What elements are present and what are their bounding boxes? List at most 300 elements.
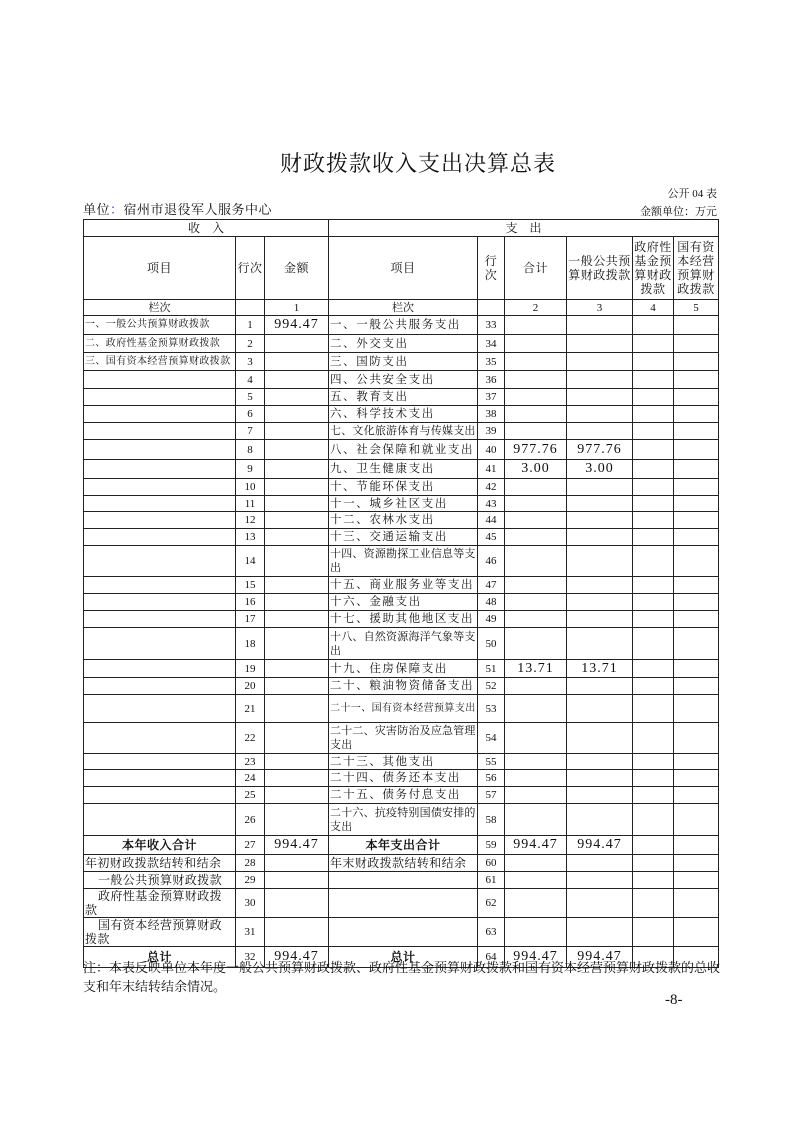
expense-total-cell — [505, 406, 567, 423]
expense-line-number-cell: 49 — [478, 611, 505, 628]
expense-line-number-cell: 53 — [478, 695, 505, 723]
expense-item-cell: 三、国防支出 — [329, 353, 478, 371]
income-item-cell: 年初财政拨款结转和结余 — [84, 855, 236, 872]
table-row — [84, 872, 719, 889]
table-row — [84, 723, 719, 754]
income-item-cell — [84, 723, 236, 754]
income-item-cell — [84, 423, 236, 440]
income-line-number-cell: 9 — [236, 460, 265, 479]
expense-item-cell: 二十三、其他支出 — [329, 754, 478, 770]
income-item-cell: 二、政府性基金预算财政拨款 — [84, 335, 236, 353]
table-row — [84, 353, 719, 371]
gov-fund-amount-cell — [633, 335, 674, 353]
table-row — [84, 836, 719, 855]
general-budget-amount-cell: 3.00 — [567, 460, 633, 479]
index-expense-total: 2 — [505, 300, 567, 316]
expense-total-cell — [505, 371, 567, 389]
income-line-number-cell: 12 — [236, 512, 265, 529]
index-income-line — [236, 300, 265, 316]
income-amount-cell — [265, 770, 329, 787]
income-item-cell — [84, 695, 236, 723]
expense-total-cell — [505, 479, 567, 496]
income-line-number-cell: 5 — [236, 389, 265, 406]
general-budget-amount-cell — [567, 316, 633, 335]
expense-item-cell: 十九、住房保障支出 — [329, 660, 478, 678]
income-line-number-cell: 23 — [236, 754, 265, 770]
unit-name: 宿州市退役军人服务中心 — [123, 202, 273, 217]
income-amount-cell — [265, 855, 329, 872]
state-capital-amount-cell — [674, 460, 719, 479]
header-income-item: 项目 — [84, 237, 236, 300]
table-row — [84, 611, 719, 628]
expense-total-cell — [505, 611, 567, 628]
state-capital-amount-cell — [674, 371, 719, 389]
general-budget-amount-cell — [567, 787, 633, 804]
expense-line-number-cell: 43 — [478, 496, 505, 512]
income-amount-cell — [265, 611, 329, 628]
expense-total-cell — [505, 872, 567, 889]
table-row — [84, 889, 719, 918]
expense-line-number-cell: 42 — [478, 479, 505, 496]
general-budget-amount-cell — [567, 529, 633, 546]
header-income-amount: 金额 — [265, 237, 329, 300]
state-capital-amount-cell — [674, 723, 719, 754]
gov-fund-amount-cell — [633, 479, 674, 496]
gov-fund-amount-cell — [633, 695, 674, 723]
page-title: 财政拨款收入支出决算总表 — [279, 152, 556, 177]
expense-total-cell — [505, 754, 567, 770]
state-capital-amount-cell — [674, 479, 719, 496]
income-line-number-cell: 13 — [236, 529, 265, 546]
general-budget-amount-cell — [567, 678, 633, 695]
expense-line-number-cell: 34 — [478, 335, 505, 353]
form-code: 公开 04 表 — [667, 188, 717, 200]
income-amount-cell — [265, 889, 329, 918]
table-row — [84, 335, 719, 353]
state-capital-amount-cell — [674, 512, 719, 529]
table-row — [84, 460, 719, 479]
expense-line-number-cell: 50 — [478, 628, 505, 660]
gov-fund-amount-cell — [633, 754, 674, 770]
expense-total-cell — [505, 723, 567, 754]
general-budget-amount-cell — [567, 723, 633, 754]
state-capital-amount-cell — [674, 406, 719, 423]
table-row — [84, 316, 719, 335]
expense-item-cell: 五、教育支出 — [329, 389, 478, 406]
general-budget-amount-cell: 13.71 — [567, 660, 633, 678]
income-item-cell — [84, 611, 236, 628]
gov-fund-amount-cell — [633, 804, 674, 836]
income-item-cell — [84, 440, 236, 460]
income-amount-cell — [265, 460, 329, 479]
expense-total-cell: 977.76 — [505, 440, 567, 460]
budget-summary-table — [83, 219, 719, 968]
table-row — [84, 804, 719, 836]
expense-total-cell — [505, 512, 567, 529]
table-row — [84, 594, 719, 611]
income-amount-cell — [265, 406, 329, 423]
income-item-cell — [84, 529, 236, 546]
income-line-number-cell: 22 — [236, 723, 265, 754]
gov-fund-amount-cell — [633, 855, 674, 872]
gov-fund-amount-cell — [633, 918, 674, 947]
expense-item-cell: 二十五、债务付息支出 — [329, 787, 478, 804]
expense-total-cell — [505, 770, 567, 787]
income-line-number-cell: 8 — [236, 440, 265, 460]
general-budget-amount-cell — [567, 353, 633, 371]
income-line-number-cell: 28 — [236, 855, 265, 872]
income-amount-cell — [265, 594, 329, 611]
income-amount-cell — [265, 787, 329, 804]
income-item-cell — [84, 628, 236, 660]
expense-line-number-cell: 60 — [478, 855, 505, 872]
group-header-row — [84, 220, 719, 237]
table-row — [84, 389, 719, 406]
table-row — [84, 754, 719, 770]
income-amount-cell — [265, 678, 329, 695]
state-capital-amount-cell — [674, 335, 719, 353]
table-row — [84, 440, 719, 460]
expense-line-number-cell: 54 — [478, 723, 505, 754]
gov-fund-amount-cell — [633, 787, 674, 804]
expense-total-cell — [505, 546, 567, 577]
expense-total-cell — [505, 353, 567, 371]
expense-line-number-cell: 62 — [478, 889, 505, 918]
income-item-cell — [84, 754, 236, 770]
general-budget-amount-cell — [567, 512, 633, 529]
state-capital-amount-cell — [674, 754, 719, 770]
income-line-number-cell: 18 — [236, 628, 265, 660]
expense-item-cell: 十七、援助其他地区支出 — [329, 611, 478, 628]
header-gov-fund: 政府性基金预算财政拨款 — [633, 237, 674, 300]
expense-item-cell: 八、社会保障和就业支出 — [329, 440, 478, 460]
table-row — [84, 512, 719, 529]
general-budget-amount-cell: 994.47 — [567, 836, 633, 855]
state-capital-amount-cell — [674, 611, 719, 628]
income-item-cell — [84, 594, 236, 611]
index-expense-line — [478, 300, 505, 316]
expense-item-cell: 十八、自然资源海洋气象等支出 — [329, 628, 478, 660]
general-budget-amount-cell: 994.47 — [567, 947, 633, 968]
general-budget-amount-cell — [567, 496, 633, 512]
expense-line-number-cell: 35 — [478, 353, 505, 371]
gov-fund-amount-cell — [633, 577, 674, 594]
state-capital-amount-cell — [674, 594, 719, 611]
gov-fund-amount-cell — [633, 389, 674, 406]
expense-line-number-cell: 45 — [478, 529, 505, 546]
general-budget-amount-cell — [567, 423, 633, 440]
state-capital-amount-cell — [674, 423, 719, 440]
expense-line-number-cell: 46 — [478, 546, 505, 577]
expense-total-cell: 13.71 — [505, 660, 567, 678]
income-item-cell: 三、国有资本经营预算财政拨款 — [84, 353, 236, 371]
expense-total-cell — [505, 804, 567, 836]
general-budget-amount-cell — [567, 594, 633, 611]
state-capital-amount-cell — [674, 529, 719, 546]
general-budget-amount-cell — [567, 335, 633, 353]
income-item-cell: 一般公共预算财政拨款 — [84, 872, 236, 889]
expense-total-cell — [505, 695, 567, 723]
general-budget-amount-cell — [567, 770, 633, 787]
income-item-cell — [84, 406, 236, 423]
general-budget-amount-cell — [567, 804, 633, 836]
state-capital-amount-cell — [674, 804, 719, 836]
table-row — [84, 529, 719, 546]
gov-fund-amount-cell — [633, 889, 674, 918]
income-line-number-cell: 24 — [236, 770, 265, 787]
index-gov-fund: 4 — [633, 300, 674, 316]
table-row — [84, 787, 719, 804]
index-income-amount: 1 — [265, 300, 329, 316]
general-budget-amount-cell — [567, 754, 633, 770]
expense-line-number-cell: 33 — [478, 316, 505, 335]
expense-total-cell — [505, 529, 567, 546]
income-amount-cell — [265, 440, 329, 460]
gov-fund-amount-cell — [633, 678, 674, 695]
general-budget-amount-cell — [567, 371, 633, 389]
state-capital-amount-cell — [674, 855, 719, 872]
table-row — [84, 371, 719, 389]
table-row — [84, 770, 719, 787]
state-capital-amount-cell — [674, 440, 719, 460]
income-amount-cell — [265, 804, 329, 836]
income-line-number-cell: 4 — [236, 371, 265, 389]
expense-item-cell: 二十、粮油物资储备支出 — [329, 678, 478, 695]
expense-item-cell — [329, 872, 478, 889]
expense-line-number-cell: 56 — [478, 770, 505, 787]
income-amount-cell — [265, 479, 329, 496]
income-line-number-cell: 30 — [236, 889, 265, 918]
expense-line-number-cell: 58 — [478, 804, 505, 836]
expense-total-cell — [505, 389, 567, 406]
income-amount-cell — [265, 353, 329, 371]
income-amount-cell — [265, 918, 329, 947]
income-line-number-cell: 26 — [236, 804, 265, 836]
income-item-cell — [84, 577, 236, 594]
income-line-number-cell: 2 — [236, 335, 265, 353]
expense-item-cell: 十四、资源勘探工业信息等支出 — [329, 546, 478, 577]
page-number: -8- — [665, 992, 683, 1008]
income-item-cell — [84, 460, 236, 479]
table-row — [84, 496, 719, 512]
state-capital-amount-cell — [674, 353, 719, 371]
table-row — [84, 406, 719, 423]
state-capital-amount-cell — [674, 872, 719, 889]
expense-line-number-cell: 61 — [478, 872, 505, 889]
income-item-cell: 本年收入合计 — [84, 836, 236, 855]
expense-total-cell: 3.00 — [505, 460, 567, 479]
table-row — [84, 546, 719, 577]
expense-total-cell — [505, 496, 567, 512]
expense-total-cell — [505, 594, 567, 611]
income-amount-cell — [265, 529, 329, 546]
general-budget-amount-cell — [567, 479, 633, 496]
expense-line-number-cell: 44 — [478, 512, 505, 529]
gov-fund-amount-cell — [633, 460, 674, 479]
income-amount-cell — [265, 389, 329, 406]
expense-line-number-cell: 36 — [478, 371, 505, 389]
income-item-cell — [84, 660, 236, 678]
income-item-cell — [84, 804, 236, 836]
expense-total-cell — [505, 787, 567, 804]
unit-colon: ： — [110, 202, 124, 217]
state-capital-amount-cell — [674, 770, 719, 787]
expense-item-cell: 十一、城乡社区支出 — [329, 496, 478, 512]
index-general-budget: 3 — [567, 300, 633, 316]
state-capital-amount-cell — [674, 678, 719, 695]
header-expense-line: 行次 — [478, 237, 505, 300]
general-budget-amount-cell — [567, 889, 633, 918]
gov-fund-amount-cell — [633, 723, 674, 754]
gov-fund-amount-cell — [633, 872, 674, 889]
income-line-number-cell: 31 — [236, 918, 265, 947]
income-amount-cell — [265, 577, 329, 594]
table-body — [84, 316, 719, 968]
gov-fund-amount-cell — [633, 440, 674, 460]
income-item-cell: 国有资本经营预算财政拨款 — [84, 918, 236, 947]
expense-total-cell — [505, 423, 567, 440]
table-row — [84, 855, 719, 872]
income-amount-cell — [265, 496, 329, 512]
expense-item-cell: 十五、商业服务业等支出 — [329, 577, 478, 594]
table-row — [84, 918, 719, 947]
table-row — [84, 577, 719, 594]
expense-line-number-cell: 38 — [478, 406, 505, 423]
expense-line-number-cell: 51 — [478, 660, 505, 678]
gov-fund-amount-cell — [633, 628, 674, 660]
expense-total-cell — [505, 628, 567, 660]
expense-line-number-cell: 39 — [478, 423, 505, 440]
income-line-number-cell: 14 — [236, 546, 265, 577]
table-row — [84, 695, 719, 723]
expense-line-number-cell: 41 — [478, 460, 505, 479]
index-state-capital: 5 — [674, 300, 719, 316]
income-line-number-cell: 29 — [236, 872, 265, 889]
income-item-cell — [84, 787, 236, 804]
income-amount-cell — [265, 695, 329, 723]
general-budget-amount-cell — [567, 611, 633, 628]
income-amount-cell — [265, 335, 329, 353]
state-capital-amount-cell — [674, 836, 719, 855]
income-line-number-cell: 16 — [236, 594, 265, 611]
state-capital-amount-cell — [674, 577, 719, 594]
expense-line-number-cell: 37 — [478, 389, 505, 406]
income-item-cell — [84, 678, 236, 695]
expense-total-cell — [505, 918, 567, 947]
table-row — [84, 628, 719, 660]
income-item-cell — [84, 512, 236, 529]
expense-item-cell — [329, 889, 478, 918]
expense-item-cell: 九、卫生健康支出 — [329, 460, 478, 479]
gov-fund-amount-cell — [633, 353, 674, 371]
state-capital-amount-cell — [674, 787, 719, 804]
state-capital-amount-cell — [674, 889, 719, 918]
expense-total-cell — [505, 889, 567, 918]
expense-total-cell — [505, 577, 567, 594]
expense-total-cell — [505, 678, 567, 695]
unit-label: 单位 — [83, 202, 111, 217]
state-capital-amount-cell — [674, 496, 719, 512]
expense-total-cell — [505, 855, 567, 872]
state-capital-amount-cell — [674, 628, 719, 660]
gov-fund-amount-cell — [633, 496, 674, 512]
general-budget-amount-cell — [567, 546, 633, 577]
expense-total-cell: 994.47 — [505, 836, 567, 855]
income-line-number-cell: 27 — [236, 836, 265, 855]
expense-line-number-cell: 57 — [478, 787, 505, 804]
income-line-number-cell: 1 — [236, 316, 265, 335]
income-amount-cell — [265, 371, 329, 389]
gov-fund-amount-cell — [633, 836, 674, 855]
expense-line-number-cell: 55 — [478, 754, 505, 770]
expense-item-cell: 十、节能环保支出 — [329, 479, 478, 496]
income-amount-cell: 994.47 — [265, 836, 329, 855]
income-item-cell — [84, 371, 236, 389]
expense-item-cell: 二十一、国有资本经营预算支出 — [329, 695, 478, 723]
expense-line-number-cell: 63 — [478, 918, 505, 947]
income-line-number-cell: 21 — [236, 695, 265, 723]
income-item-cell: 一、一般公共预算财政拨款 — [84, 316, 236, 335]
expense-item-cell: 二十四、债务还本支出 — [329, 770, 478, 787]
index-expense-item: 栏次 — [329, 300, 478, 316]
income-line-number-cell: 15 — [236, 577, 265, 594]
income-amount-cell — [265, 546, 329, 577]
income-line-number-cell: 3 — [236, 353, 265, 371]
general-budget-amount-cell — [567, 628, 633, 660]
state-capital-amount-cell — [674, 316, 719, 335]
income-line-number-cell: 32 — [236, 947, 265, 968]
expense-item-cell: 十三、交通运输支出 — [329, 529, 478, 546]
expense-item-cell: 六、科学技术支出 — [329, 406, 478, 423]
income-item-cell — [84, 479, 236, 496]
expense-item-cell: 十二、农林水支出 — [329, 512, 478, 529]
income-amount-cell: 994.47 — [265, 947, 329, 968]
expense-item-cell: 年末财政拨款结转和结余 — [329, 855, 478, 872]
gov-fund-amount-cell — [633, 611, 674, 628]
expense-total-cell — [505, 335, 567, 353]
expense-line-number-cell: 47 — [478, 577, 505, 594]
income-line-number-cell: 25 — [236, 787, 265, 804]
income-line-number-cell: 11 — [236, 496, 265, 512]
general-budget-amount-cell: 977.76 — [567, 440, 633, 460]
expense-item-cell: 总计 — [329, 947, 478, 968]
general-budget-amount-cell — [567, 855, 633, 872]
header-state-capital: 国有资本经营预算财政拨款 — [674, 237, 719, 300]
general-budget-amount-cell — [567, 389, 633, 406]
header-expense-total: 合计 — [505, 237, 567, 300]
header-general-budget: 一般公共预算财政拨款 — [567, 237, 633, 300]
state-capital-amount-cell — [674, 546, 719, 577]
income-line-number-cell: 19 — [236, 660, 265, 678]
table-row — [84, 678, 719, 695]
header-expense-item: 项目 — [329, 237, 478, 300]
gov-fund-amount-cell — [633, 770, 674, 787]
expense-item-cell: 二、外交支出 — [329, 335, 478, 353]
income-item-cell — [84, 770, 236, 787]
state-capital-amount-cell — [674, 389, 719, 406]
gov-fund-amount-cell — [633, 546, 674, 577]
expense-item-cell: 二十六、抗疫特别国债安排的支出 — [329, 804, 478, 836]
income-amount-cell — [265, 628, 329, 660]
income-item-cell — [84, 546, 236, 577]
income-group-header: 收 入 — [84, 220, 329, 237]
gov-fund-amount-cell — [633, 406, 674, 423]
state-capital-amount-cell — [674, 695, 719, 723]
general-budget-amount-cell — [567, 577, 633, 594]
expense-line-number-cell: 48 — [478, 594, 505, 611]
income-item-cell — [84, 496, 236, 512]
table-row — [84, 423, 719, 440]
